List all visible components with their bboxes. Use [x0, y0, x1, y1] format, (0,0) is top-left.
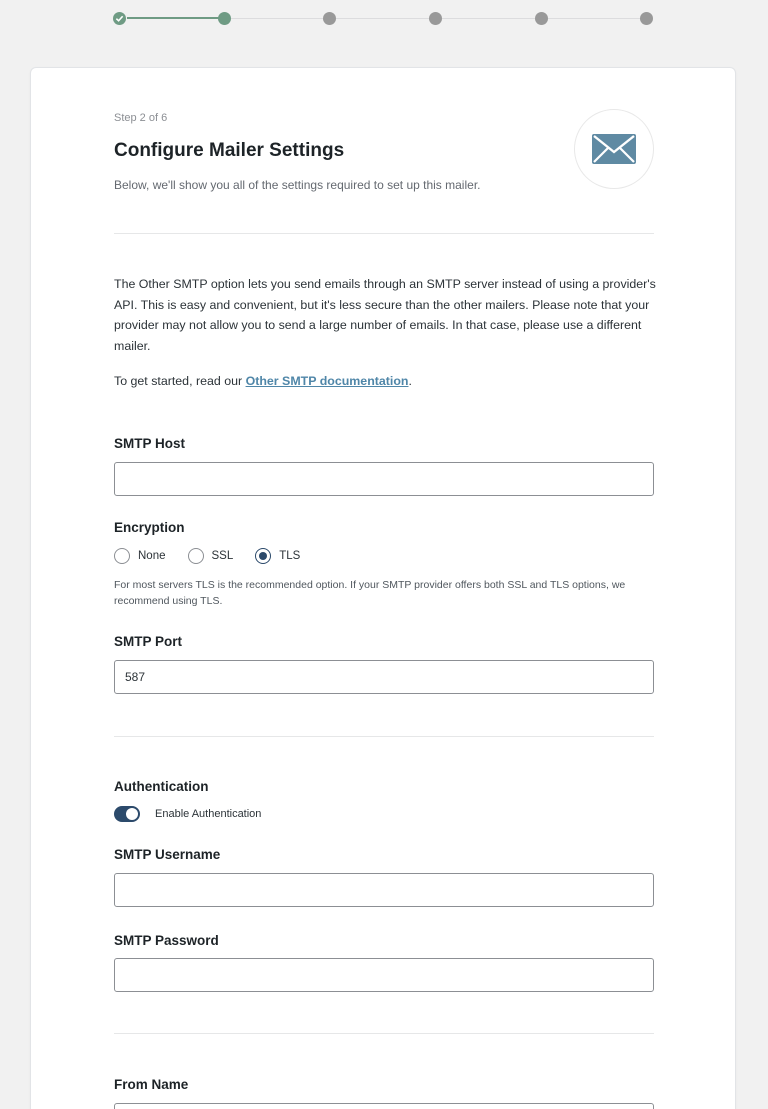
step-5-dot: [535, 12, 548, 25]
authentication-label: Authentication: [114, 779, 209, 794]
smtp-port-input[interactable]: [114, 660, 654, 694]
checkmark-icon: [115, 14, 124, 23]
radio-button[interactable]: [188, 548, 204, 564]
documentation-link[interactable]: Other SMTP documentation: [245, 374, 409, 388]
progress-steps: [113, 11, 653, 27]
from-name-label: From Name: [114, 1077, 189, 1092]
section-divider: [114, 233, 654, 234]
radio-label: None: [138, 550, 166, 562]
encryption-option-ssl[interactable]: [188, 548, 234, 564]
radio-label: TLS: [279, 550, 301, 562]
progress-line: [336, 18, 429, 19]
smtp-host-label: SMTP Host: [114, 436, 186, 451]
smtp-username-label: SMTP Username: [114, 847, 221, 862]
progress-line: [548, 18, 641, 19]
encryption-option-tls[interactable]: [255, 548, 300, 564]
radio-button-selected[interactable]: [255, 548, 271, 564]
smtp-username-input[interactable]: [114, 873, 654, 907]
get-started-prefix: To get started, read our: [114, 374, 246, 388]
radio-label: SSL: [211, 550, 234, 562]
progress-line-complete: [127, 17, 222, 19]
authentication-toggle-row: [114, 806, 261, 822]
encryption-help-text: For most servers TLS is the recommended option. If your SMTP provider offers both SSL and TLS options, we recommend using TLS.: [114, 579, 626, 607]
mailer-description: The Other SMTP option lets you send emails through an SMTP server instead of using a provider's API. This is easy and convenient, but it's less secure than the other mailers. Please note that your provider may not allow you to send a large number of emails. In that case, please use a different mailer.: [114, 277, 656, 353]
from-name-input[interactable]: [114, 1103, 654, 1109]
progress-line: [442, 18, 535, 19]
radio-button[interactable]: [114, 548, 130, 564]
authentication-toggle-label: Enable Authentication: [155, 808, 262, 820]
step-1-complete-dot: [113, 12, 126, 25]
step-2-current-dot: [218, 12, 231, 25]
step-label: Step 2 of 6: [114, 112, 168, 124]
envelope-icon: [591, 133, 637, 165]
page-title: Configure Mailer Settings: [114, 140, 345, 161]
get-started-suffix: .: [408, 374, 412, 388]
step-4-dot: [429, 12, 442, 25]
smtp-host-input[interactable]: [114, 462, 654, 496]
smtp-password-label: SMTP Password: [114, 933, 219, 948]
get-started-text: [114, 374, 412, 388]
encryption-option-none[interactable]: [114, 548, 166, 564]
encryption-radio-group: [114, 548, 322, 564]
smtp-port-label: SMTP Port: [114, 634, 183, 649]
authentication-toggle[interactable]: [114, 806, 140, 822]
setup-card: [30, 67, 736, 1109]
step-6-dot: [640, 12, 653, 25]
smtp-password-input[interactable]: [114, 958, 654, 992]
progress-line: [231, 18, 323, 19]
page-subtitle: Below, we'll show you all of the settings required to set up this mailer.: [114, 178, 481, 192]
step-3-dot: [323, 12, 336, 25]
section-divider: [114, 1033, 654, 1034]
encryption-label: Encryption: [114, 520, 185, 535]
section-divider: [114, 736, 654, 737]
mailer-badge: [574, 109, 654, 189]
